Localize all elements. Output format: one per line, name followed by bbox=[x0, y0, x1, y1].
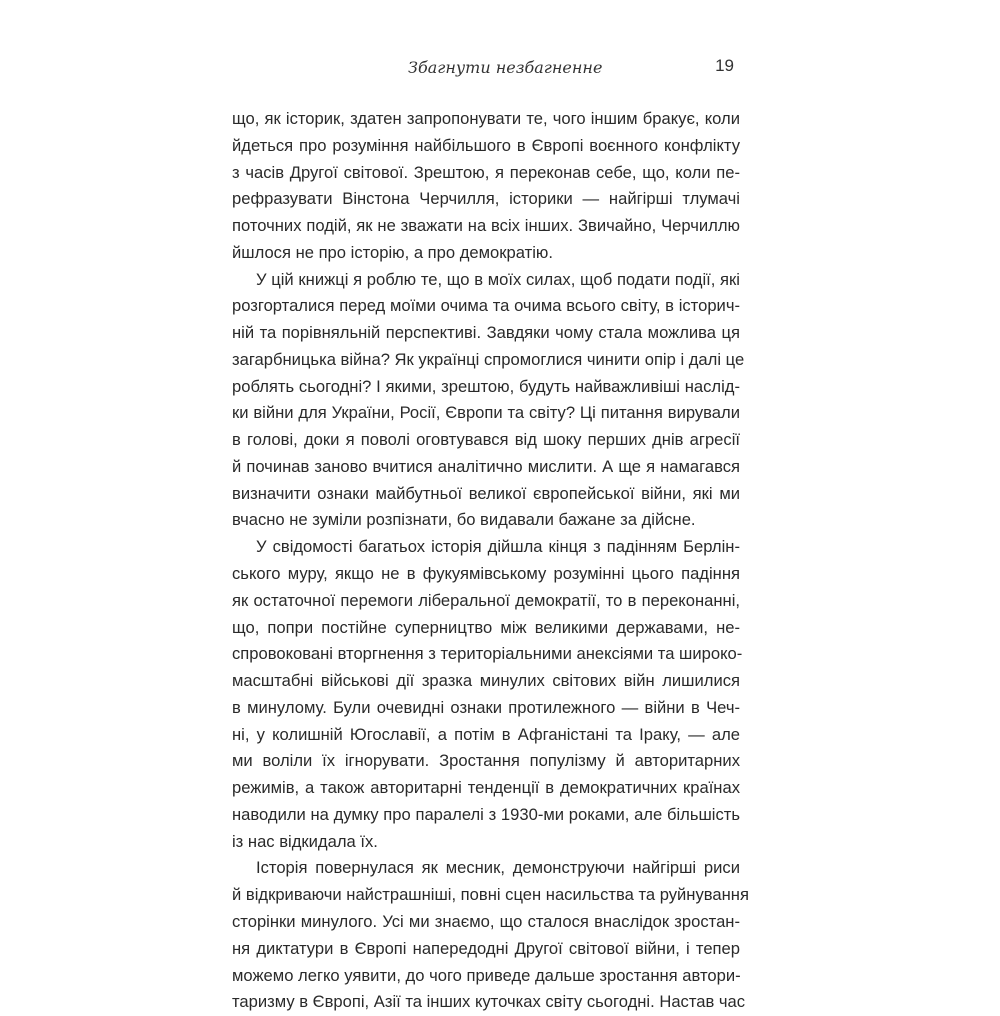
text-line: поточних подій, як не зважати на всіх інших. Звичайно, Черчиллю bbox=[232, 216, 740, 236]
running-title: Збагнути незбагненне bbox=[408, 58, 603, 77]
text-line: із нас відкидала їх. bbox=[232, 831, 378, 851]
running-head bbox=[380, 56, 740, 86]
text-line: сторінки минулого. Усі ми знаємо, що сталося внаслідок зростан- bbox=[232, 911, 740, 931]
text-line: ми воліли їх ігнорувати. Зростання популізму й авторитарних bbox=[232, 751, 740, 771]
text-line: вчасно не зуміли розпізнати, бо видавали бажане за дійсне. bbox=[232, 510, 696, 530]
text-line: визначити ознаки майбутньої великої європейської війни, які ми bbox=[232, 483, 740, 503]
text-line: таризму в Європі, Азії та інших куточках світу сьогодні. Настав час bbox=[232, 992, 746, 1012]
text-line: роблять сьогодні? І якими, зрештою, будуть найважливіші наслід- bbox=[232, 376, 740, 396]
text-line: як остаточної перемоги ліберальної демократії, то в переконанні, bbox=[232, 590, 740, 610]
text-line: ній та порівняльній перспективі. Завдяки чому стала можлива ця bbox=[232, 323, 740, 343]
text-line: що, попри постійне суперництво між великими державами, не- bbox=[232, 617, 740, 637]
text-line: загарбницька війна? Як українці спромоглися чинити опір і далі це bbox=[232, 349, 745, 369]
text-line: з часів Другої світової. Зрештою, я переконав себе, що, коли пе- bbox=[232, 162, 740, 182]
text-line: ки війни для України, Росії, Європи та світу? Ці питання вирували bbox=[232, 403, 740, 423]
text-line: розгорталися перед моїми очима та очима всього світу, в історич- bbox=[232, 296, 740, 316]
text-line: й починав заново вчитися аналітично мислити. А ще я намагався bbox=[232, 456, 740, 476]
text-line: можемо легко уявити, до чого приведе дальше зростання автори- bbox=[232, 965, 741, 985]
text-line: рефразувати Вінстона Черчилля, історики — найгірші тлумачі bbox=[232, 189, 740, 209]
text-line: й відкриваючи найстрашніші, повні сцен насильства та руйнування bbox=[232, 885, 749, 905]
text-line: що, як історик, здатен запропонувати те, чого іншим бракує, коли bbox=[232, 109, 740, 128]
paragraph-first-line: Історія повернулася як месник, демонструючи найгірші риси bbox=[256, 858, 740, 878]
paragraph-first-line: У свідомості багатьох історія дійшла кінця з падінням Берлін- bbox=[256, 537, 740, 557]
text-line: йдеться про розуміння найбільшого в Європі воєнного конфлікту bbox=[232, 135, 740, 155]
text-line: режимів, а також авторитарні тенденції в демократичних країнах bbox=[232, 778, 740, 798]
text-line: наводили на думку про паралелі з 1930-ми роками, але більшість bbox=[232, 804, 740, 824]
text-line: масштабні військові дії зразка минулих світових війн лишилися bbox=[232, 671, 740, 691]
body-text bbox=[232, 106, 749, 1016]
text-line: в минулому. Були очевидні ознаки протилежного — війни в Чеч- bbox=[232, 697, 740, 717]
page-number: 19 bbox=[715, 56, 734, 75]
paragraph-first-line: У цій книжці я роблю те, що в моїх силах, щоб подати події, які bbox=[256, 269, 740, 289]
text-line: ня диктатури в Європі напередодні Другої світової війни, і тепер bbox=[232, 938, 740, 958]
text-line: йшлося не про історію, а про демократію. bbox=[232, 242, 553, 262]
text-line: спровоковані вторгнення з територіальними анексіями та широко- bbox=[232, 644, 743, 664]
text-line: ського муру, якщо не в фукуямівському розумінні цього падіння bbox=[232, 564, 740, 584]
text-line: ні, у колишній Югославії, а потім в Афганістані та Іраку, — але bbox=[232, 724, 740, 744]
text-line: в голові, доки я поволі оговтувався від шоку перших днів агресії bbox=[232, 430, 740, 450]
